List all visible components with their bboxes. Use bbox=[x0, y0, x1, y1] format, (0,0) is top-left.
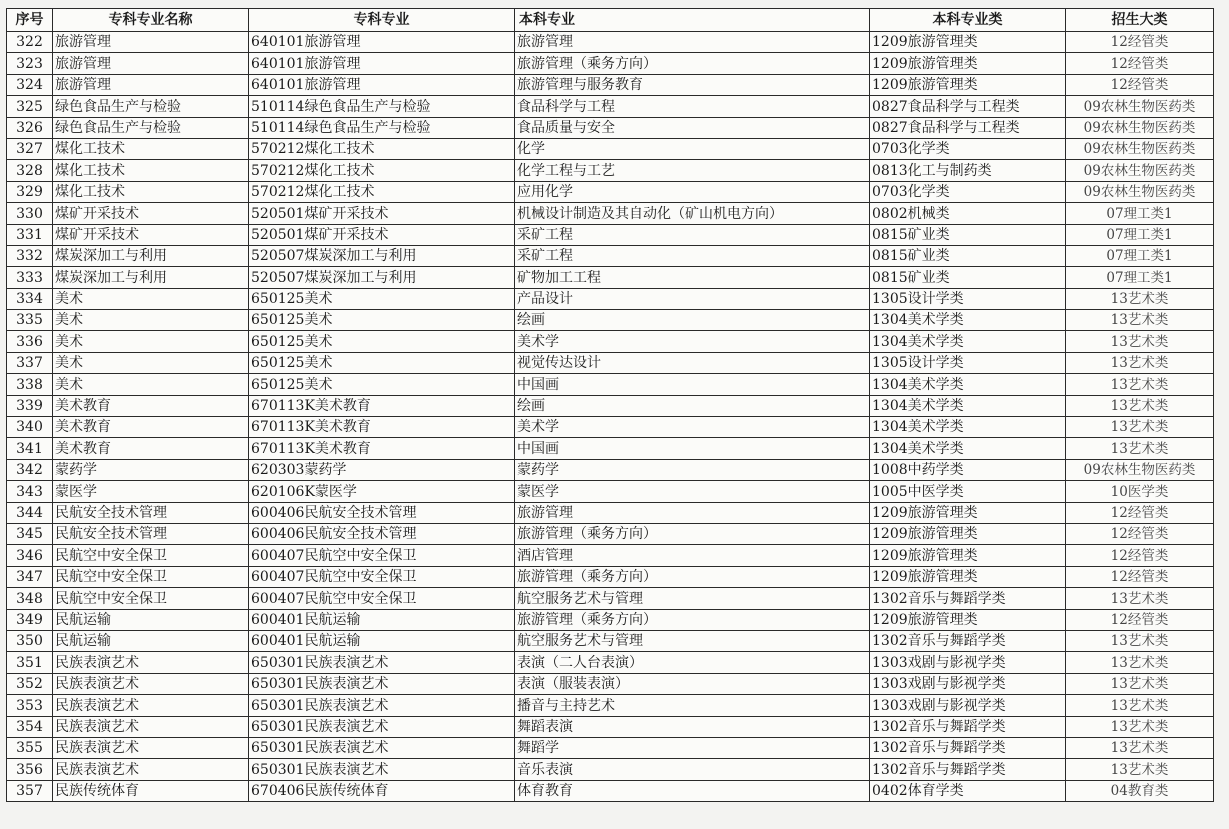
cell-junior-major: 600401民航运输 bbox=[249, 630, 515, 651]
table-row bbox=[7, 138, 1214, 159]
cell-category: 13艺术类 bbox=[1066, 759, 1214, 780]
cell-junior-major: 650301民族表演艺术 bbox=[249, 759, 515, 780]
cell-no: 356 bbox=[7, 759, 53, 780]
cell-no: 323 bbox=[7, 53, 53, 74]
cell-bachelor-major: 蒙药学 bbox=[515, 459, 870, 480]
cell-bachelor-major: 表演（二人台表演） bbox=[515, 652, 870, 673]
cell-junior-major: 670406民族传统体育 bbox=[249, 780, 515, 801]
table-row bbox=[7, 160, 1214, 181]
cell-bachelor-major: 旅游管理（乘务方向） bbox=[515, 566, 870, 587]
cell-bachelor-major: 视觉传达设计 bbox=[515, 352, 870, 373]
cell-category: 09农林生物医药类 bbox=[1066, 117, 1214, 138]
cell-no: 352 bbox=[7, 673, 53, 694]
cell-junior-name: 民航运输 bbox=[53, 630, 249, 651]
table-row bbox=[7, 652, 1214, 673]
cell-bachelor-class: 0402体育学类 bbox=[870, 780, 1066, 801]
cell-no: 339 bbox=[7, 395, 53, 416]
cell-category: 13艺术类 bbox=[1066, 374, 1214, 395]
table-row bbox=[7, 96, 1214, 117]
table-row bbox=[7, 203, 1214, 224]
cell-junior-name: 民族传统体育 bbox=[53, 780, 249, 801]
cell-bachelor-major: 食品质量与安全 bbox=[515, 117, 870, 138]
cell-junior-name: 美术 bbox=[53, 352, 249, 373]
cell-category: 09农林生物医药类 bbox=[1066, 181, 1214, 202]
cell-junior-name: 美术教育 bbox=[53, 438, 249, 459]
cell-bachelor-major: 旅游管理（乘务方向） bbox=[515, 609, 870, 630]
cell-junior-major: 570212煤化工技术 bbox=[249, 181, 515, 202]
cell-bachelor-major: 应用化学 bbox=[515, 181, 870, 202]
cell-bachelor-major: 旅游管理 bbox=[515, 502, 870, 523]
table-row bbox=[7, 673, 1214, 694]
cell-junior-name: 民航运输 bbox=[53, 609, 249, 630]
cell-junior-major: 520507煤炭深加工与利用 bbox=[249, 267, 515, 288]
cell-junior-major: 650125美术 bbox=[249, 310, 515, 331]
cell-category: 12经管类 bbox=[1066, 523, 1214, 544]
cell-junior-major: 650125美术 bbox=[249, 288, 515, 309]
cell-junior-name: 民族表演艺术 bbox=[53, 737, 249, 758]
cell-junior-name: 民航空中安全保卫 bbox=[53, 566, 249, 587]
cell-category: 07理工类1 bbox=[1066, 203, 1214, 224]
cell-junior-name: 美术教育 bbox=[53, 395, 249, 416]
cell-junior-major: 670113K美术教育 bbox=[249, 417, 515, 438]
cell-junior-name: 煤矿开采技术 bbox=[53, 203, 249, 224]
major-mapping-table bbox=[6, 8, 1214, 802]
cell-category: 07理工类1 bbox=[1066, 224, 1214, 245]
cell-no: 354 bbox=[7, 716, 53, 737]
cell-bachelor-class: 1209旅游管理类 bbox=[870, 609, 1066, 630]
cell-junior-name: 煤炭深加工与利用 bbox=[53, 245, 249, 266]
cell-bachelor-major: 音乐表演 bbox=[515, 759, 870, 780]
cell-junior-major: 620106K蒙医学 bbox=[249, 481, 515, 502]
cell-junior-name: 蒙医学 bbox=[53, 481, 249, 502]
cell-category: 13艺术类 bbox=[1066, 737, 1214, 758]
cell-junior-major: 640101旅游管理 bbox=[249, 32, 515, 53]
cell-bachelor-class: 0813化工与制药类 bbox=[870, 160, 1066, 181]
cell-category: 13艺术类 bbox=[1066, 652, 1214, 673]
cell-bachelor-class: 1302音乐与舞蹈学类 bbox=[870, 716, 1066, 737]
cell-junior-name: 煤化工技术 bbox=[53, 160, 249, 181]
cell-bachelor-class: 1304美术学类 bbox=[870, 331, 1066, 352]
table-row bbox=[7, 438, 1214, 459]
cell-junior-major: 570212煤化工技术 bbox=[249, 160, 515, 181]
table-row bbox=[7, 523, 1214, 544]
cell-category: 12经管类 bbox=[1066, 545, 1214, 566]
cell-junior-major: 650301民族表演艺术 bbox=[249, 716, 515, 737]
cell-bachelor-major: 采矿工程 bbox=[515, 224, 870, 245]
cell-category: 13艺术类 bbox=[1066, 673, 1214, 694]
cell-junior-major: 600401民航运输 bbox=[249, 609, 515, 630]
table-row bbox=[7, 481, 1214, 502]
cell-category: 13艺术类 bbox=[1066, 352, 1214, 373]
cell-junior-name: 民族表演艺术 bbox=[53, 695, 249, 716]
table-row bbox=[7, 352, 1214, 373]
table-row bbox=[7, 374, 1214, 395]
table-row bbox=[7, 545, 1214, 566]
cell-bachelor-major: 航空服务艺术与管理 bbox=[515, 588, 870, 609]
cell-bachelor-class: 0815矿业类 bbox=[870, 267, 1066, 288]
cell-bachelor-class: 1303戏剧与影视学类 bbox=[870, 695, 1066, 716]
cell-bachelor-major: 酒店管理 bbox=[515, 545, 870, 566]
cell-junior-major: 650125美术 bbox=[249, 374, 515, 395]
cell-no: 348 bbox=[7, 588, 53, 609]
table-row bbox=[7, 609, 1214, 630]
cell-category: 13艺术类 bbox=[1066, 331, 1214, 352]
cell-junior-major: 510114绿色食品生产与检验 bbox=[249, 96, 515, 117]
header-category: 招生大类 bbox=[1066, 9, 1214, 32]
cell-no: 346 bbox=[7, 545, 53, 566]
cell-junior-name: 旅游管理 bbox=[53, 32, 249, 53]
cell-category: 13艺术类 bbox=[1066, 417, 1214, 438]
cell-no: 357 bbox=[7, 780, 53, 801]
cell-junior-name: 旅游管理 bbox=[53, 74, 249, 95]
table-row bbox=[7, 74, 1214, 95]
cell-bachelor-class: 0802机械类 bbox=[870, 203, 1066, 224]
table-row bbox=[7, 566, 1214, 587]
table-row bbox=[7, 310, 1214, 331]
cell-bachelor-class: 1304美术学类 bbox=[870, 310, 1066, 331]
cell-no: 330 bbox=[7, 203, 53, 224]
cell-category: 07理工类1 bbox=[1066, 267, 1214, 288]
cell-bachelor-class: 1005中医学类 bbox=[870, 481, 1066, 502]
table-header bbox=[7, 9, 1214, 32]
cell-bachelor-class: 0827食品科学与工程类 bbox=[870, 96, 1066, 117]
cell-no: 329 bbox=[7, 181, 53, 202]
cell-junior-name: 蒙药学 bbox=[53, 459, 249, 480]
cell-bachelor-major: 中国画 bbox=[515, 374, 870, 395]
cell-junior-major: 670113K美术教育 bbox=[249, 438, 515, 459]
cell-bachelor-class: 0815矿业类 bbox=[870, 224, 1066, 245]
cell-category: 13艺术类 bbox=[1066, 588, 1214, 609]
cell-category: 07理工类1 bbox=[1066, 245, 1214, 266]
cell-bachelor-major: 表演（服装表演） bbox=[515, 673, 870, 694]
cell-bachelor-class: 1303戏剧与影视学类 bbox=[870, 673, 1066, 694]
table-row bbox=[7, 224, 1214, 245]
cell-junior-name: 民族表演艺术 bbox=[53, 673, 249, 694]
cell-bachelor-class: 1304美术学类 bbox=[870, 374, 1066, 395]
cell-bachelor-major: 旅游管理（乘务方向） bbox=[515, 53, 870, 74]
cell-junior-major: 650301民族表演艺术 bbox=[249, 652, 515, 673]
cell-junior-major: 600406民航安全技术管理 bbox=[249, 523, 515, 544]
cell-junior-major: 620303蒙药学 bbox=[249, 459, 515, 480]
table-row bbox=[7, 395, 1214, 416]
cell-junior-name: 民航空中安全保卫 bbox=[53, 545, 249, 566]
table-row bbox=[7, 331, 1214, 352]
cell-no: 344 bbox=[7, 502, 53, 523]
cell-category: 13艺术类 bbox=[1066, 395, 1214, 416]
cell-junior-name: 旅游管理 bbox=[53, 53, 249, 74]
header-no: 序号 bbox=[7, 9, 53, 32]
cell-category: 12经管类 bbox=[1066, 502, 1214, 523]
cell-bachelor-class: 1209旅游管理类 bbox=[870, 74, 1066, 95]
header-row bbox=[7, 9, 1214, 32]
table-row bbox=[7, 53, 1214, 74]
cell-bachelor-class: 1305设计学类 bbox=[870, 352, 1066, 373]
table-row bbox=[7, 181, 1214, 202]
header-junior-major: 专科专业 bbox=[249, 9, 515, 32]
header-bachelor-class: 本科专业类 bbox=[870, 9, 1066, 32]
cell-junior-name: 美术 bbox=[53, 374, 249, 395]
cell-no: 334 bbox=[7, 288, 53, 309]
cell-bachelor-major: 航空服务艺术与管理 bbox=[515, 630, 870, 651]
cell-junior-major: 650125美术 bbox=[249, 352, 515, 373]
cell-bachelor-class: 1304美术学类 bbox=[870, 438, 1066, 459]
cell-bachelor-class: 1302音乐与舞蹈学类 bbox=[870, 759, 1066, 780]
cell-junior-major: 600407民航空中安全保卫 bbox=[249, 588, 515, 609]
cell-no: 347 bbox=[7, 566, 53, 587]
cell-junior-major: 520507煤炭深加工与利用 bbox=[249, 245, 515, 266]
cell-junior-major: 600406民航安全技术管理 bbox=[249, 502, 515, 523]
cell-bachelor-major: 旅游管理（乘务方向） bbox=[515, 523, 870, 544]
cell-junior-major: 650301民族表演艺术 bbox=[249, 737, 515, 758]
cell-junior-name: 美术 bbox=[53, 288, 249, 309]
cell-bachelor-major: 食品科学与工程 bbox=[515, 96, 870, 117]
cell-no: 350 bbox=[7, 630, 53, 651]
cell-category: 12经管类 bbox=[1066, 609, 1214, 630]
cell-no: 353 bbox=[7, 695, 53, 716]
cell-bachelor-major: 蒙医学 bbox=[515, 481, 870, 502]
cell-bachelor-class: 1209旅游管理类 bbox=[870, 32, 1066, 53]
cell-bachelor-class: 1209旅游管理类 bbox=[870, 566, 1066, 587]
cell-bachelor-major: 旅游管理 bbox=[515, 32, 870, 53]
cell-bachelor-major: 舞蹈表演 bbox=[515, 716, 870, 737]
cell-category: 12经管类 bbox=[1066, 566, 1214, 587]
cell-no: 338 bbox=[7, 374, 53, 395]
cell-category: 10医学类 bbox=[1066, 481, 1214, 502]
table-row bbox=[7, 780, 1214, 801]
cell-junior-name: 绿色食品生产与检验 bbox=[53, 117, 249, 138]
cell-category: 09农林生物医药类 bbox=[1066, 459, 1214, 480]
cell-bachelor-class: 0827食品科学与工程类 bbox=[870, 117, 1066, 138]
table-row bbox=[7, 502, 1214, 523]
cell-junior-name: 美术 bbox=[53, 331, 249, 352]
cell-no: 342 bbox=[7, 459, 53, 480]
table-row bbox=[7, 716, 1214, 737]
cell-no: 326 bbox=[7, 117, 53, 138]
cell-category: 12经管类 bbox=[1066, 74, 1214, 95]
table-row bbox=[7, 32, 1214, 53]
cell-bachelor-class: 1302音乐与舞蹈学类 bbox=[870, 588, 1066, 609]
cell-bachelor-major: 绘画 bbox=[515, 395, 870, 416]
cell-bachelor-major: 化学 bbox=[515, 138, 870, 159]
cell-bachelor-class: 1303戏剧与影视学类 bbox=[870, 652, 1066, 673]
cell-junior-name: 绿色食品生产与检验 bbox=[53, 96, 249, 117]
cell-junior-name: 煤化工技术 bbox=[53, 138, 249, 159]
cell-category: 13艺术类 bbox=[1066, 695, 1214, 716]
cell-bachelor-major: 体育教育 bbox=[515, 780, 870, 801]
cell-bachelor-class: 0703化学类 bbox=[870, 138, 1066, 159]
cell-no: 327 bbox=[7, 138, 53, 159]
cell-no: 332 bbox=[7, 245, 53, 266]
cell-junior-name: 美术教育 bbox=[53, 417, 249, 438]
cell-no: 322 bbox=[7, 32, 53, 53]
cell-junior-name: 煤矿开采技术 bbox=[53, 224, 249, 245]
header-bachelor-major: 本科专业 bbox=[515, 9, 870, 32]
cell-no: 331 bbox=[7, 224, 53, 245]
table-row bbox=[7, 245, 1214, 266]
cell-bachelor-class: 1209旅游管理类 bbox=[870, 53, 1066, 74]
cell-no: 336 bbox=[7, 331, 53, 352]
cell-bachelor-major: 矿物加工工程 bbox=[515, 267, 870, 288]
cell-no: 345 bbox=[7, 523, 53, 544]
cell-junior-major: 650301民族表演艺术 bbox=[249, 673, 515, 694]
cell-junior-major: 600407民航空中安全保卫 bbox=[249, 566, 515, 587]
cell-no: 335 bbox=[7, 310, 53, 331]
table-row bbox=[7, 459, 1214, 480]
cell-no: 333 bbox=[7, 267, 53, 288]
table-row bbox=[7, 695, 1214, 716]
cell-no: 349 bbox=[7, 609, 53, 630]
cell-no: 351 bbox=[7, 652, 53, 673]
cell-no: 324 bbox=[7, 74, 53, 95]
cell-no: 341 bbox=[7, 438, 53, 459]
cell-bachelor-major: 旅游管理与服务教育 bbox=[515, 74, 870, 95]
table-row bbox=[7, 737, 1214, 758]
cell-no: 337 bbox=[7, 352, 53, 373]
cell-bachelor-major: 化学工程与工艺 bbox=[515, 160, 870, 181]
cell-junior-major: 520501煤矿开采技术 bbox=[249, 203, 515, 224]
cell-junior-major: 570212煤化工技术 bbox=[249, 138, 515, 159]
cell-bachelor-major: 绘画 bbox=[515, 310, 870, 331]
cell-category: 13艺术类 bbox=[1066, 716, 1214, 737]
cell-category: 09农林生物医药类 bbox=[1066, 160, 1214, 181]
cell-no: 328 bbox=[7, 160, 53, 181]
cell-category: 09农林生物医药类 bbox=[1066, 96, 1214, 117]
cell-junior-major: 640101旅游管理 bbox=[249, 74, 515, 95]
cell-no: 343 bbox=[7, 481, 53, 502]
cell-junior-name: 民族表演艺术 bbox=[53, 759, 249, 780]
cell-category: 13艺术类 bbox=[1066, 288, 1214, 309]
cell-bachelor-major: 机械设计制造及其自动化（矿山机电方向） bbox=[515, 203, 870, 224]
table-row bbox=[7, 117, 1214, 138]
cell-bachelor-major: 美术学 bbox=[515, 417, 870, 438]
cell-bachelor-class: 1209旅游管理类 bbox=[870, 523, 1066, 544]
cell-bachelor-class: 1305设计学类 bbox=[870, 288, 1066, 309]
table-row bbox=[7, 588, 1214, 609]
table-row bbox=[7, 759, 1214, 780]
cell-junior-major: 600407民航空中安全保卫 bbox=[249, 545, 515, 566]
table-row bbox=[7, 417, 1214, 438]
header-junior-name: 专科专业名称 bbox=[53, 9, 249, 32]
cell-category: 13艺术类 bbox=[1066, 310, 1214, 331]
cell-bachelor-major: 中国画 bbox=[515, 438, 870, 459]
cell-junior-name: 民族表演艺术 bbox=[53, 652, 249, 673]
cell-category: 04教育类 bbox=[1066, 780, 1214, 801]
cell-junior-name: 美术 bbox=[53, 310, 249, 331]
cell-junior-major: 650301民族表演艺术 bbox=[249, 695, 515, 716]
cell-bachelor-class: 1209旅游管理类 bbox=[870, 502, 1066, 523]
cell-no: 325 bbox=[7, 96, 53, 117]
cell-category: 13艺术类 bbox=[1066, 438, 1214, 459]
table-row bbox=[7, 630, 1214, 651]
cell-bachelor-class: 1302音乐与舞蹈学类 bbox=[870, 737, 1066, 758]
cell-junior-name: 民族表演艺术 bbox=[53, 716, 249, 737]
cell-junior-major: 520501煤矿开采技术 bbox=[249, 224, 515, 245]
cell-junior-major: 640101旅游管理 bbox=[249, 53, 515, 74]
cell-bachelor-class: 1304美术学类 bbox=[870, 417, 1066, 438]
cell-bachelor-major: 产品设计 bbox=[515, 288, 870, 309]
cell-junior-major: 670113K美术教育 bbox=[249, 395, 515, 416]
cell-category: 13艺术类 bbox=[1066, 630, 1214, 651]
cell-bachelor-class: 1302音乐与舞蹈学类 bbox=[870, 630, 1066, 651]
cell-junior-name: 民航安全技术管理 bbox=[53, 502, 249, 523]
cell-category: 09农林生物医药类 bbox=[1066, 138, 1214, 159]
cell-no: 340 bbox=[7, 417, 53, 438]
cell-junior-name: 民航空中安全保卫 bbox=[53, 588, 249, 609]
table-body bbox=[7, 32, 1214, 802]
cell-junior-major: 510114绿色食品生产与检验 bbox=[249, 117, 515, 138]
cell-junior-major: 650125美术 bbox=[249, 331, 515, 352]
cell-bachelor-class: 1304美术学类 bbox=[870, 395, 1066, 416]
cell-bachelor-class: 1209旅游管理类 bbox=[870, 545, 1066, 566]
table-row bbox=[7, 288, 1214, 309]
cell-junior-name: 民航安全技术管理 bbox=[53, 523, 249, 544]
cell-bachelor-class: 1008中药学类 bbox=[870, 459, 1066, 480]
cell-bachelor-class: 0815矿业类 bbox=[870, 245, 1066, 266]
cell-junior-name: 煤炭深加工与利用 bbox=[53, 267, 249, 288]
table-row bbox=[7, 267, 1214, 288]
cell-bachelor-major: 播音与主持艺术 bbox=[515, 695, 870, 716]
cell-bachelor-major: 舞蹈学 bbox=[515, 737, 870, 758]
cell-bachelor-major: 采矿工程 bbox=[515, 245, 870, 266]
cell-junior-name: 煤化工技术 bbox=[53, 181, 249, 202]
cell-category: 12经管类 bbox=[1066, 53, 1214, 74]
cell-bachelor-major: 美术学 bbox=[515, 331, 870, 352]
cell-bachelor-class: 0703化学类 bbox=[870, 181, 1066, 202]
cell-no: 355 bbox=[7, 737, 53, 758]
cell-category: 12经管类 bbox=[1066, 32, 1214, 53]
